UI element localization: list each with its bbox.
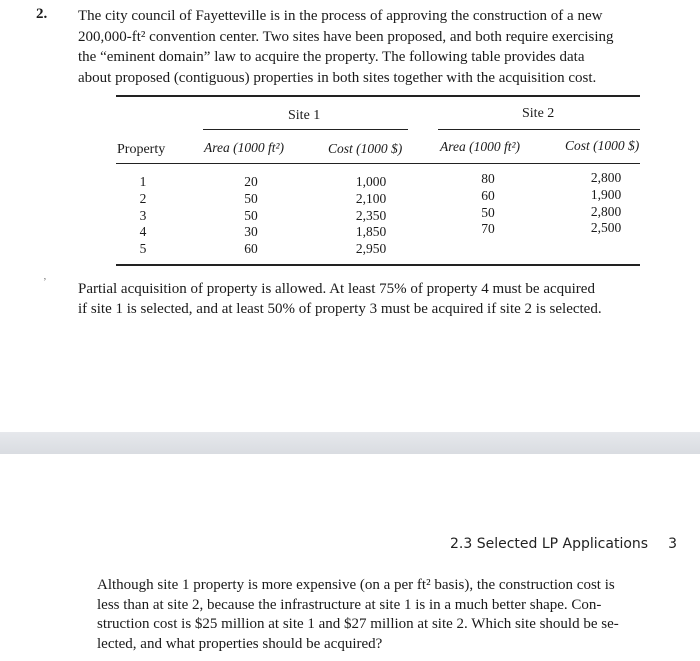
continuation-line: less than at site 2, because the infrastructure at site 1 is in a much better shape. Con- xyxy=(97,596,602,613)
property-cell: 2 xyxy=(139,190,147,206)
site1-cost-header: Cost (1000 $) xyxy=(328,141,403,156)
site2-cost-cell: 2,500 xyxy=(590,220,622,236)
property-column xyxy=(132,174,154,258)
site2-cost-header: Cost (1000 $) xyxy=(565,138,640,153)
site1-cost-cell: 2,100 xyxy=(355,190,387,206)
site2-header: Site 2 xyxy=(522,106,555,121)
site2-cost-cell: 1,900 xyxy=(590,186,622,202)
site1-area-cell: 60 xyxy=(244,241,258,257)
table-top-rule xyxy=(116,95,640,97)
property-header: Property xyxy=(117,142,166,157)
continuation-line: Although site 1 property is more expensive (on a per ft² basis), the construction cost is xyxy=(97,577,615,593)
property-cell: 1 xyxy=(139,174,147,189)
intro-line: 200,000-ft² convention center. Two sites have been proposed, and both require exercising xyxy=(78,28,614,45)
site1-area-header: Area (1000 ft²) xyxy=(204,140,285,155)
partial-acquisition-note xyxy=(78,280,693,319)
site1-area-cell: 30 xyxy=(244,224,258,240)
intro-line: the “eminent domain” law to acquire the property. The following table provides data xyxy=(78,49,585,65)
header-bottom-rule xyxy=(116,163,640,164)
intro-line: about proposed (contiguous) properties in both sites together with the acquisition cost. xyxy=(78,69,597,86)
partial-line: if site 1 is selected, and at least 50% of property 3 must be acquired if site 2 is selected. xyxy=(78,300,602,317)
site1-rule xyxy=(203,129,408,130)
property-cell: 3 xyxy=(139,207,147,223)
site2-cost-column xyxy=(583,170,629,237)
site1-cost-column xyxy=(348,174,394,258)
site1-area-column xyxy=(236,174,266,258)
site1-cost-cell: 1,000 xyxy=(355,174,387,189)
continuation-line: struction cost is $25 million at site 1 and $27 million at site 2. Which site should be se- xyxy=(97,616,619,632)
property-cell: 5 xyxy=(139,241,147,257)
site2-area-header: Area (1000 ft²) xyxy=(440,139,521,154)
site2-area-cell: 60 xyxy=(481,187,495,203)
page-break-separator xyxy=(0,432,700,454)
site1-cost-cell: 2,350 xyxy=(355,207,387,223)
section-title: 2.3 Selected LP Applications xyxy=(450,536,649,552)
intro-line: The city council of Fayetteville is in the process of approving the construction of a new xyxy=(78,8,603,24)
site1-area-cell: 20 xyxy=(244,174,258,189)
site1-header: Site 1 xyxy=(288,108,321,123)
problem-number: 2. xyxy=(36,6,48,22)
site2-cost-cell: 2,800 xyxy=(590,170,622,185)
margin-mark: ’ xyxy=(43,276,47,288)
site1-cost-cell: 1,850 xyxy=(355,224,387,240)
site2-cost-cell: 2,800 xyxy=(590,203,622,219)
site2-area-cell: 50 xyxy=(481,204,495,220)
continuation-line: lected, and what properties should be acquired? xyxy=(97,635,383,652)
running-head xyxy=(450,536,677,552)
continuation-paragraph xyxy=(97,576,697,654)
table-bottom-rule xyxy=(116,264,640,266)
site2-area-cell: 80 xyxy=(481,171,495,186)
partial-line: Partial acquisition of property is allowed. At least 75% of property 4 must be acquired xyxy=(78,281,595,297)
site1-area-cell: 50 xyxy=(244,207,258,223)
site2-area-cell: 70 xyxy=(481,221,495,237)
site2-area-column xyxy=(473,171,503,238)
site2-rule xyxy=(438,129,640,130)
property-cell: 4 xyxy=(139,224,147,240)
page-number: 3 xyxy=(668,536,677,552)
problem-intro xyxy=(78,6,688,88)
site1-cost-cell: 2,950 xyxy=(355,241,387,257)
site1-area-cell: 50 xyxy=(244,190,258,206)
